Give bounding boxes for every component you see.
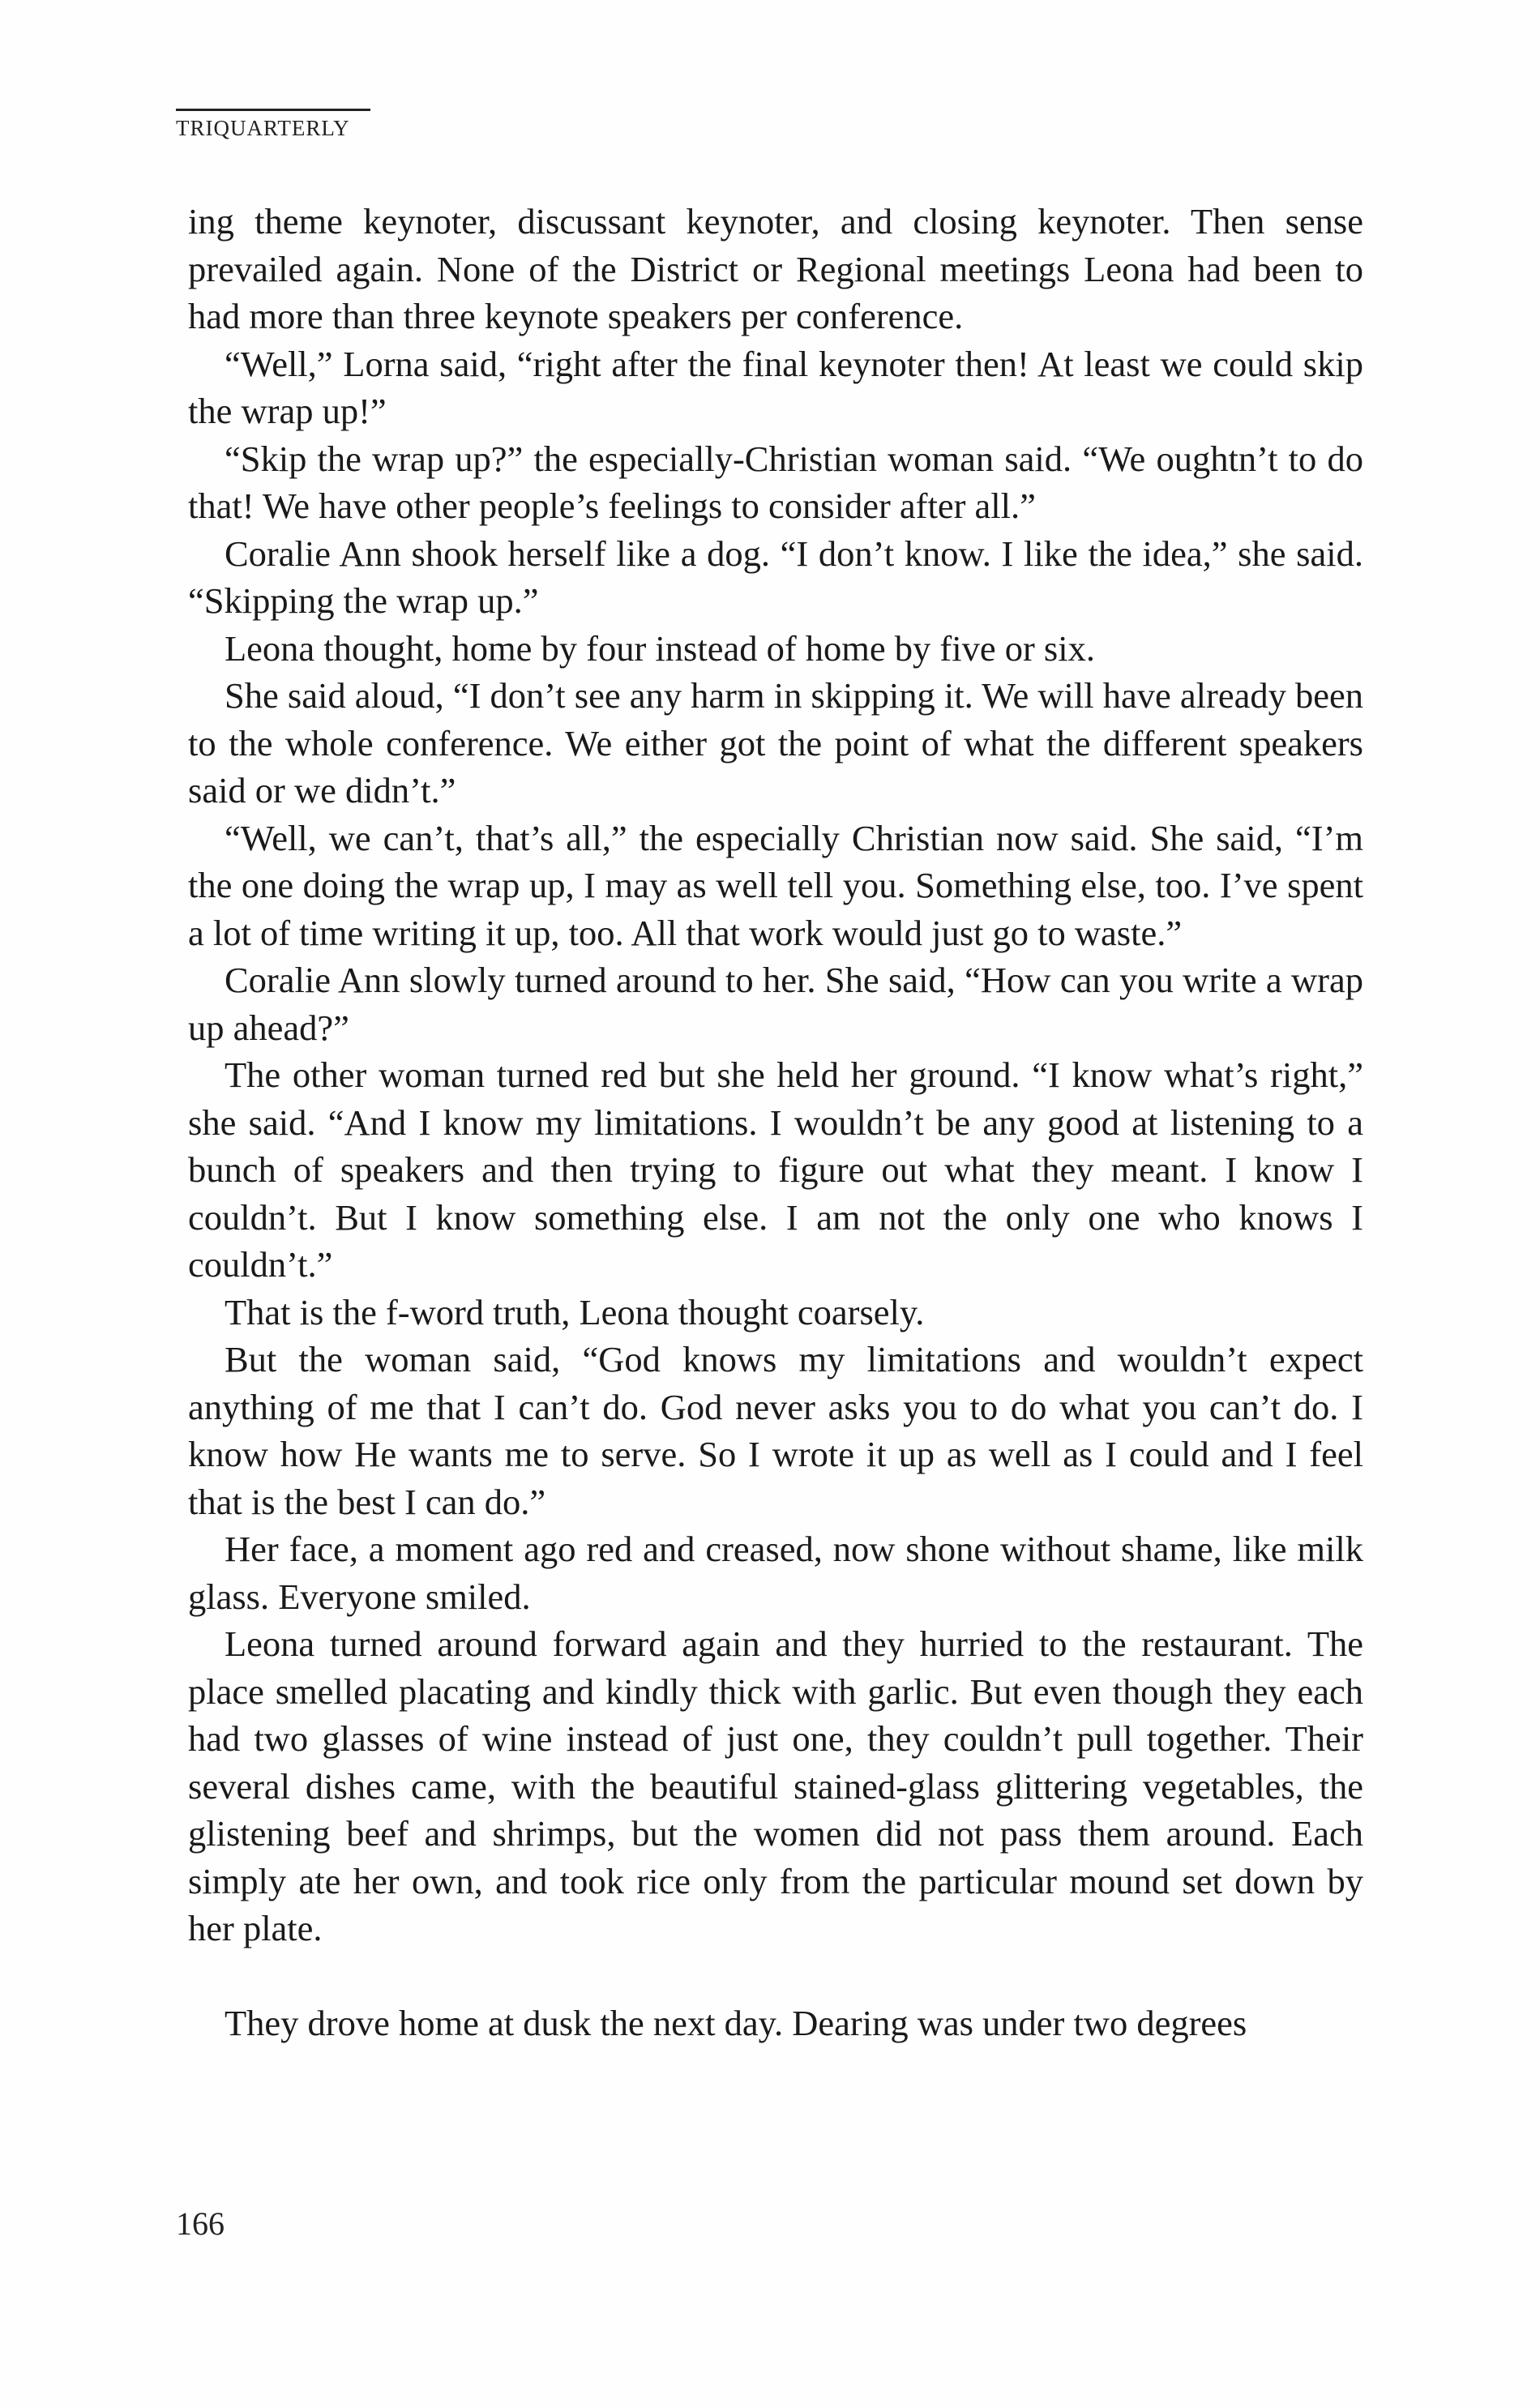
paragraph: Coralie Ann shook herself like a dog. “I don’t know. I like the idea,” she said. “Skipping the wrap up.” [188,532,1363,621]
paragraph: That is the f-word truth, Leona thought coarsely. [225,1291,925,1332]
paragraph: But the woman said, “God knows my limitations and wouldn’t expect anything of me that I can’t do. God never asks you to do what you can’t do. I know how He wants me to serve. So I wrote it up as well as I could and I feel that is the best I can do.” [188,1339,1363,1522]
body-text [188,198,1363,2047]
paragraph: ing theme keynoter, discussant keynoter, and closing keynoter. Then sense prevailed again. None of the District or Regional meetings Leona had been to had more than three keynote speakers per conference. [188,201,1363,336]
paragraph: The other woman turned red but she held her ground. “I know what’s right,” she said. “And I know my limitations. I wouldn’t be any good at listening to a bunch of speakers and then trying to figure out what they meant. I know I couldn’t. But I know something else. I am not the only one who knows I couldn’t.” [188,1054,1363,1285]
paragraph: They drove home at dusk the next day. Dearing was under two degrees [225,2002,1247,2043]
paragraph: Coralie Ann slowly turned around to her. She said, “How can you write a wrap up ahead?” [188,960,1363,1048]
paragraph: Leona thought, home by four instead of home by five or six. [225,627,1095,669]
paragraph: “Skip the wrap up?” the especially-Christian woman said. “We oughtn’t to do that! We have other people’s feelings to consider after all.” [188,438,1363,526]
paragraph: Her face, a moment ago red and creased, now shone without shame, like milk glass. Everyone smiled. [188,1529,1363,1617]
paragraph: Leona turned around forward again and they hurried to the restaurant. The place smelled placating and kindly thick with garlic. But even though they each had two glasses of wine instead of just one, they couldn’t pull together. Their several dishes came, with the beautiful stained-glass glittering vegetables, the glistening beef and shrimps, but the women did not pass them around. Each simply ate her own, and took rice only from the particular mound set down by her plate. [188,1623,1363,1948]
running-head: TRIQUARTERLY [176,109,370,141]
paragraph: She said aloud, “I don’t see any harm in skipping it. We will have already been to the whole conference. We either got the point of what the different speakers said or we didn’t.” [188,675,1363,811]
paragraph: “Well,” Lorna said, “right after the final keynoter then! At least we could skip the wrap up!” [188,343,1363,431]
page-number: 166 [176,2205,225,2242]
paragraph: “Well, we can’t, that’s all,” the especially Christian now said. She said, “I’m the one doing the wrap up, I may as well tell you. Something else, too. I’ve spent a lot of time writing it up, too. All that work would just go to waste.” [188,817,1363,953]
